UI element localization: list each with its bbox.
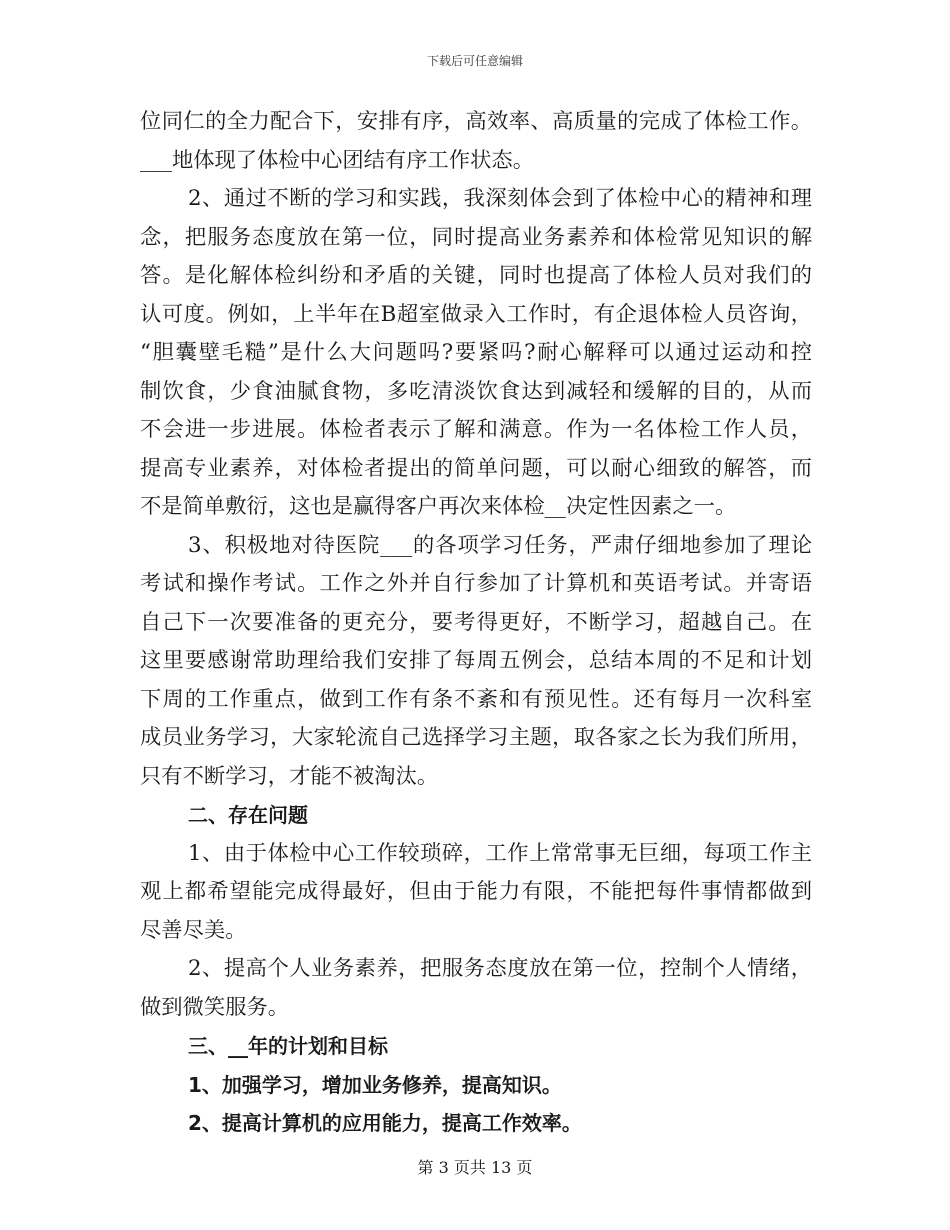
text-line: 考试和操作考试。工作之外并自行参加了计算机和英语考试。并寄语 [140, 571, 812, 596]
page-header: 下载后可任意编辑 [426, 54, 523, 68]
section-heading: 二、存在问题 [188, 803, 308, 827]
text-line: 认可度。例如，上半年在B超室做录入工作时，有企退体检人员咨询， [140, 301, 812, 327]
text-line: 这里要感谢常助理给我们安排了每周五例会，总结本周的不足和计划 [140, 648, 812, 673]
goal-item: 2、提高计算机的应用能力，提高工作效率。 [188, 1111, 582, 1135]
page-number: 第 3 页共 13 页 [417, 1158, 533, 1177]
text-line: 提高专业素养，对体检者提出的简单问题，可以耐心细致的解答，而 [140, 455, 812, 481]
text-line: 不是简单敷衍，这也是赢得客户再次来体检__决定性因素之一。 [140, 494, 737, 519]
text-line: 做到微笑服务。 [140, 994, 290, 1020]
text-line: 成员业务学习，大家轮流自己选择学习主题，取各家之长为我们所用， [140, 725, 812, 750]
goal-item: 1、加强学习，增加业务修养，提高知识。 [188, 1072, 562, 1097]
text-line: 1、由于体检中心工作较琐碎，工作上常常事无巨细，每项工作主 [188, 840, 812, 866]
text-line: 不会进一步进展。体检者表示了解和满意。作为一名体检工作人员， [140, 417, 812, 442]
document-body [140, 103, 812, 1143]
text-line: 位同仁的全力配合下，安排有序，高效率、高质量的完成了体检工作。 [140, 109, 812, 134]
text-line: 只有不断学习，才能不被淘汰。 [140, 763, 439, 789]
text-line: 念，把服务态度放在第一位，同时提高业务素养和体检常见知识的解 [140, 224, 812, 250]
text-line: 尽善尽美。 [140, 917, 247, 943]
text-line: 2、提高个人业务素养，把服务态度放在第一位，控制个人情绪， [188, 956, 812, 981]
text-line: 3、积极地对待医院___的各项学习任务，严肃仔细地参加了理论 [188, 532, 812, 558]
text-line: 观上都希望能完成得最好，但由于能力有限，不能把每件事情都做到 [140, 879, 812, 904]
text-line: 自己下一次要准备的更充分，要考得更好，不断学习，超越自己。在 [140, 609, 812, 635]
text-line: 答。是化解体检纠纷和矛盾的关键，同时也提高了体检人员对我们的 [140, 263, 812, 288]
section-heading: 三、__年的计划和目标 [188, 1034, 388, 1058]
text-line: 2、通过不断的学习和实践，我深刻体会到了体检中心的精神和理 [188, 186, 812, 211]
text-line: 下周的工作重点，做到工作有条不紊和有预见性。还有每月一次科室 [140, 686, 812, 712]
text-line: 制饮食，少食油腻食物，多吃清淡饮食达到减轻和缓解的目的，从而 [140, 378, 812, 404]
text-line: “胆囊壁毛糙”是什么大问题吗?要紧吗?耐心解释可以通过运动和控 [140, 340, 812, 365]
text-line: ___地体现了体检中心团结有序工作状态。 [140, 147, 534, 173]
